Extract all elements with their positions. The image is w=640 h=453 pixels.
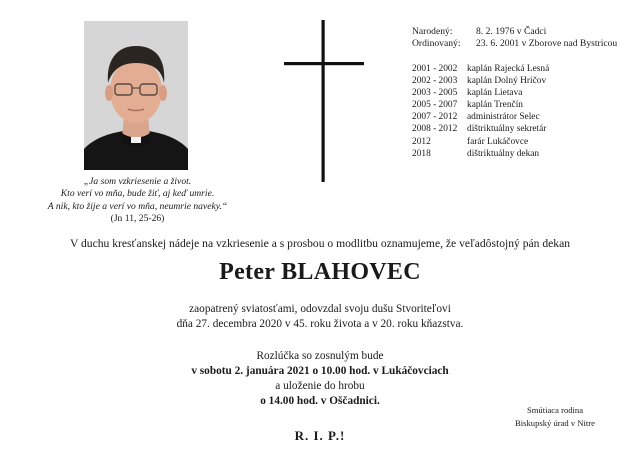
career-role: kaplán Lietava [467,88,523,99]
birth-row [412,26,617,38]
career-role: dištriktuálny sekretár [467,124,547,135]
farewell-line-1: Rozlúčka so zosnulým bude [256,350,384,362]
farewell-line-4: o 14.00 hod. v Oščadnici. [260,395,380,407]
announcement-text: V duchu kresťanskej nádeje na vzkriesenie a s prosbou o modlitbu oznamujeme, že veľadôstojný pán dekan [69,237,571,250]
career-item [412,123,549,135]
career-years: 2005 - 2007 [412,100,458,111]
career-years: 2002 - 2003 [412,76,458,87]
death-line-1: zaopatrený sviatosťami, odovzdal svoju dušu Stvoriteľovi [189,303,451,315]
farewell-line-2: v sobotu 2. januára 2021 o 10.00 hod. v Lukáčovciach [191,365,449,377]
career-years: 2007 - 2012 [412,112,458,123]
career-item [412,99,549,111]
death-line-2: dňa 27. decembra 2020 v 45. roku života a v 20. roku kňazstva. [176,318,464,330]
born-label: Narodený: [412,26,453,37]
farewell-line-3: a uloženie do hrobu [275,380,365,392]
career-item [412,63,549,75]
career-item [412,111,549,123]
career-years: 2018 [412,148,431,159]
ordained-label: Ordinovaný: [412,38,461,50]
career-item [412,148,549,160]
quote-reference: (Jn 11, 25-26) [110,212,165,224]
quote-line: „Ja som vzkriesenie a život. [83,176,192,187]
career-role: farár Lukáčovce [467,136,529,147]
career-item [412,87,549,99]
quote-line: A nik, kto žije a verí vo mňa, neumrie naveky.“ [47,200,228,212]
bible-quote [30,176,245,225]
career-role: kaplán Trenčín [467,100,523,111]
ordained-value: 23. 6. 2001 v Zborove nad Bystricou [476,38,618,50]
career-item [412,136,549,148]
ordination-row [412,38,617,50]
deceased-name: Peter BLAHOVEC [219,259,421,285]
bio-block [412,26,617,51]
career-years: 2008 - 2012 [412,124,458,135]
career-role: kaplán Rajecká Lesná [467,64,550,74]
born-value: 8. 2. 1976 v Čadci [476,26,547,37]
mourners-block [495,404,615,429]
career-role: administrátor Selec [467,112,540,123]
mourners-family: Smútiaca rodina [526,405,584,415]
quote-line: Kto verí vo mňa, bude žiť, aj keď umrie. [60,188,215,200]
career-years: 2001 - 2002 [412,64,458,74]
career-years: 2012 [412,136,431,147]
rip-text: R. I. P.! [294,428,346,443]
portrait-photo [84,21,188,170]
career-list [412,63,549,160]
career-role: dištriktuálny dekan [467,148,540,159]
career-years: 2003 - 2005 [412,88,458,99]
mourners-office: Biskupský úrad v Nitre [515,417,595,428]
cross-icon [284,20,364,187]
career-role: kaplán Dolný Hričov [467,76,547,87]
career-item [412,75,549,87]
